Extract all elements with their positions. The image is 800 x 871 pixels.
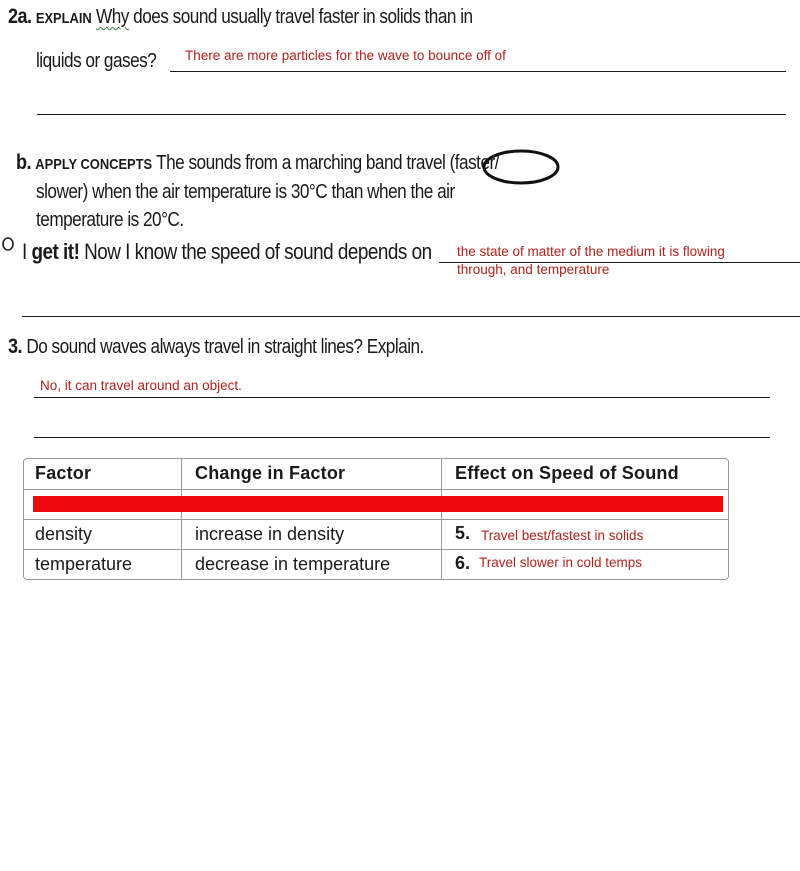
question-text: Do sound waves always travel in straight lines? Explain. (26, 336, 424, 358)
get-it-statement (22, 237, 498, 266)
question-2b-line3 (36, 206, 208, 235)
table-cell-effect-answer[interactable]: Travel slower in cold temps (479, 555, 643, 570)
table-divider (24, 549, 728, 550)
answer-get-it-line1[interactable]: the state of matter of the medium it is flowing (457, 244, 725, 259)
table-cell-factor: density (35, 524, 93, 544)
table-cell-number: 6. (455, 553, 471, 573)
question-label: EXPLAIN (35, 10, 92, 27)
answer-circle-mark (482, 148, 562, 188)
question-2a-line2 (36, 47, 176, 76)
checkbox-circle-icon[interactable] (1, 236, 15, 252)
table-header-effect: Effect on Speed of Sound (455, 463, 679, 483)
table-cell-number: 5. (455, 523, 471, 543)
answer-line (170, 71, 786, 72)
question-label: APPLY CONCEPTS (35, 156, 153, 173)
table-cell-effect-answer[interactable]: Travel best/fastest in solids (481, 528, 644, 543)
answer-line (34, 437, 770, 438)
question-3 (8, 332, 492, 362)
answer-get-it-line2[interactable]: through, and temperature (457, 262, 610, 277)
question-text: slower) when the air temperature is 30°C than when the air (36, 181, 455, 203)
question-text: liquids or gases? (36, 50, 157, 72)
table-cell-change: increase in density (195, 524, 345, 544)
table-header-change: Change in Factor (195, 463, 346, 483)
table-divider (24, 489, 728, 490)
question-text: temperature is 20°C. (36, 209, 184, 231)
question-text: does sound usually travel faster in solids than in (128, 6, 473, 28)
answer-line (22, 316, 800, 317)
spellcheck-word: Why (96, 6, 129, 28)
answer-line (439, 262, 800, 263)
answer-3[interactable]: No, it can travel around an object. (40, 378, 242, 393)
answer-line (34, 397, 770, 398)
get-it-bold: get it! (31, 239, 80, 264)
get-it-lead: I (22, 239, 27, 264)
question-2a-line1 (8, 2, 548, 33)
question-number: b. (16, 151, 32, 174)
get-it-text: Now I know the speed of sound depends on (84, 239, 432, 264)
table-cell-change: decrease in temperature (195, 554, 391, 574)
table-divider (24, 519, 728, 520)
question-2b-line2 (36, 178, 523, 207)
answer-line (37, 114, 786, 115)
table-header-factor: Factor (35, 463, 92, 483)
factor-table (23, 458, 729, 580)
table-cell-factor: temperature (35, 554, 133, 574)
question-text: The sounds from a marching band travel (faster/ (156, 152, 499, 174)
question-number: 3. (8, 335, 23, 358)
redaction-bar (33, 496, 723, 512)
question-number: 2a. (8, 5, 32, 28)
answer-2a[interactable]: There are more particles for the wave to bounce off of (185, 48, 506, 63)
